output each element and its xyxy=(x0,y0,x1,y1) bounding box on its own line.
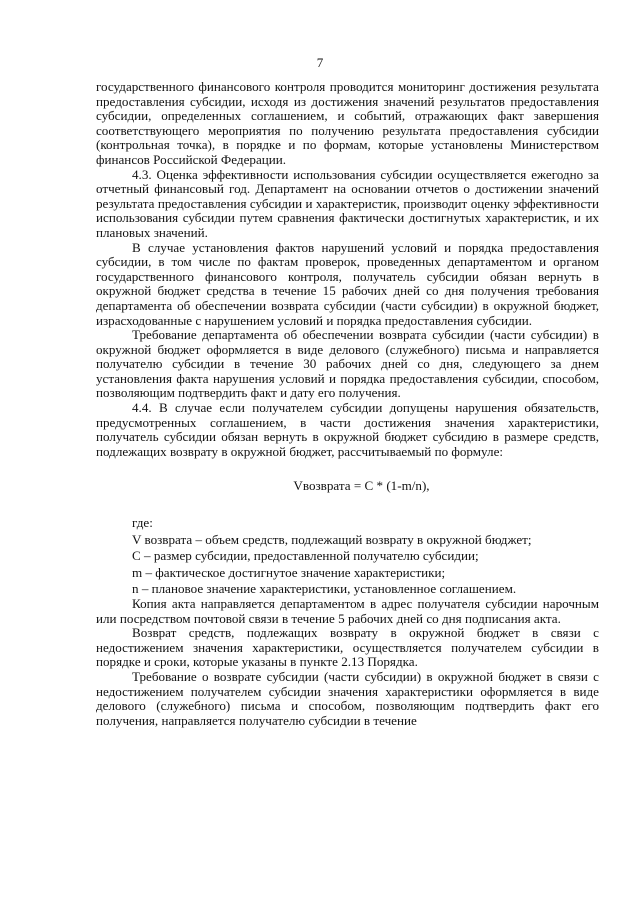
paragraph-return-demand: Требование о возврате субсидии (части субсидии) в окружной бюджет в связи с недостижением получателем субсидии значения характеристики оформляется в виде делового (служебного) письма и способом, позволяющим подтвердить факт его получения, направляется получателю субсидии в течение xyxy=(96,668,599,728)
paragraph-violations: В случае установления фактов нарушений условий и порядка предоставления субсидии, в том числе по фактам проверок, проведенных департаментом и органом государственного финансового контроля, получатель субсидии обязан вернуть в окружной бюджет средства в течение 15 рабочих дней со дня получения требования департамента об обеспечении возврата субсидии (части субсидии) в окружной бюджет, израсходованные с нарушением условий и порядка предоставления субсидии. xyxy=(96,239,599,328)
definition-c: C – размер субсидии, предоставленной получателю субсидии; xyxy=(132,548,479,564)
document-body xyxy=(96,80,599,728)
definition-m: m – фактическое достигнутое значение характеристики; xyxy=(132,564,446,580)
paragraph-act-copy: Копия акта направляется департаментом в адрес получателя субсидии нарочным или посредством почтовой связи в течение 5 рабочих дней со дня подписания акта. xyxy=(96,596,599,626)
formula: Vвозврата = C * (1-m/n), xyxy=(293,478,430,494)
definition-n: n – плановое значение характеристики, установленное соглашением. xyxy=(132,581,517,597)
page-number: 7 xyxy=(316,55,324,70)
paragraph-continuation: государственного финансового контроля проводится мониторинг достижения результата предоставления субсидии, исходя из достижения значений результатов предоставления субсидии, определенных соглашением, и событий, отражающих факт завершения соответствующего мероприятия по получению результата предоставления субсидии (контрольная точка), в порядке и по формам, которые установлены Министерством финансов Российской Федерации. xyxy=(96,79,599,167)
paragraph-return-requirement: Требование департамента об обеспечении возврата субсидии (части субсидии) в окружной бюджет оформляется в виде делового (служебного) письма и направляется получателю субсидии в течение 30 рабочих дней со дня, следующего за днем установления факта нарушения условий и порядка предоставления субсидии, способом, позволяющим подтвердить факт и дату его получения. xyxy=(96,327,599,401)
formula-where: где: xyxy=(132,515,153,531)
paragraph-4-4: 4.4. В случае если получателем субсидии допущены нарушения обязательств, предусмотренных соглашением, в части достижения значения характеристики, получатель субсидии обязан вернуть в окружной бюджет субсидию в размере средств, подлежащих возврату в окружной бюджет, рассчитываемый по формуле: xyxy=(96,400,599,459)
paragraph-return-funds: Возврат средств, подлежащих возврату в окружной бюджет в связи с недостижением значения характеристики, осуществляется получателем субсидии в порядке и сроки, которые указаны в пункте 2.13 Порядка. xyxy=(96,625,599,670)
paragraph-4-3: 4.3. Оценка эффективности использования субсидии осуществляется ежегодно за отчетный финансовый год. Департамент на основании отчетов о достижении значений результата предоставления субсидии и характеристик, производит оценку эффективности использования субсидии путем сравнения фактически достигнутых характеристик, и их плановых значений. xyxy=(96,166,599,240)
definition-v: V возврата – объем средств, подлежащий возврату в окружной бюджет; xyxy=(132,531,532,547)
